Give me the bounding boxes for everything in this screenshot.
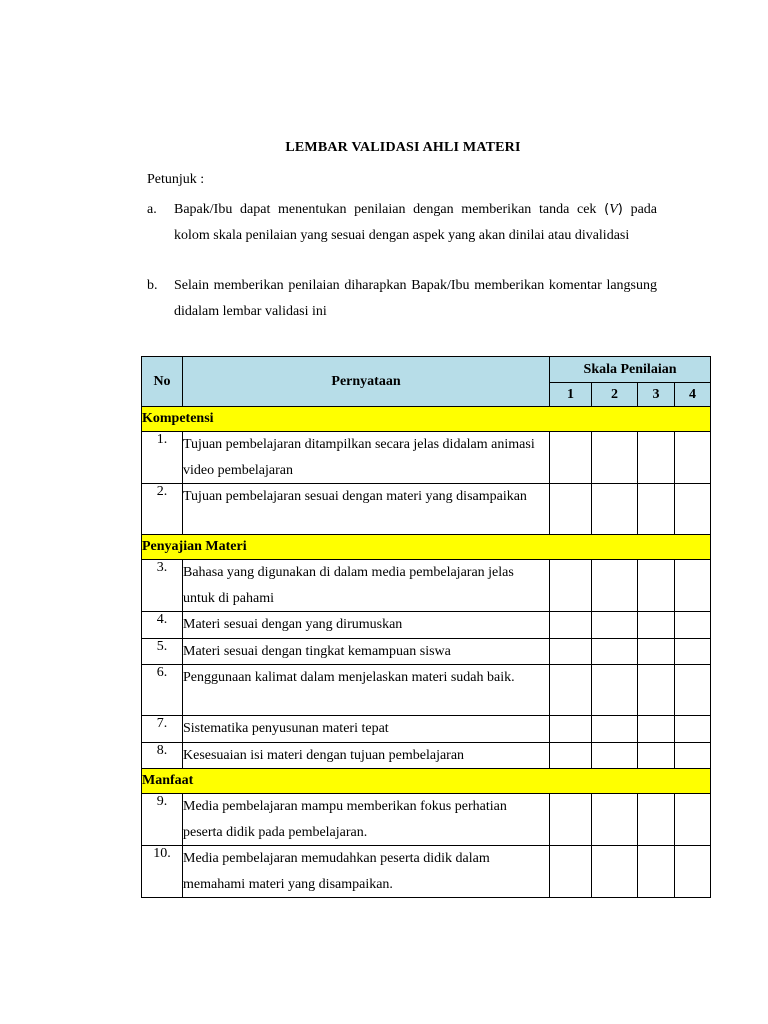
item-number: 9. (142, 794, 183, 846)
rating-cell-1[interactable] (550, 794, 592, 846)
header-scale: Skala Penilaian (550, 357, 711, 383)
item-number: 6. (142, 665, 183, 716)
rating-cell-3[interactable] (638, 742, 675, 769)
item-number: 10. (142, 846, 183, 898)
section-title: Kompetensi (142, 407, 711, 432)
instruction-marker: a. (147, 202, 157, 217)
rating-cell-4[interactable] (675, 560, 711, 612)
rating-cell-2[interactable] (592, 665, 638, 716)
rating-cell-3[interactable] (638, 846, 675, 898)
rating-cell-3[interactable] (638, 484, 675, 535)
header-scale-4: 4 (675, 383, 711, 407)
page-title: LEMBAR VALIDASI AHLI MATERI (285, 140, 521, 155)
table-row (142, 432, 711, 484)
table-row (142, 742, 711, 769)
rating-cell-2[interactable] (592, 794, 638, 846)
rating-cell-1[interactable] (550, 560, 592, 612)
rating-cell-1[interactable] (550, 665, 592, 716)
item-statement: Materi sesuai dengan tingkat kemampuan siswa (183, 638, 550, 665)
item-statement: Materi sesuai dengan yang dirumuskan (183, 612, 550, 639)
item-number: 3. (142, 560, 183, 612)
rating-cell-3[interactable] (638, 560, 675, 612)
table-row (142, 794, 711, 846)
rating-cell-1[interactable] (550, 846, 592, 898)
table-row (142, 665, 711, 716)
header-scale-2: 2 (592, 383, 638, 407)
rating-cell-2[interactable] (592, 432, 638, 484)
item-statement: Tujuan pembelajaran sesuai dengan materi yang disampaikan (183, 484, 550, 535)
table-row (142, 484, 711, 535)
table-row (142, 846, 711, 898)
rating-cell-3[interactable] (638, 612, 675, 639)
rating-cell-2[interactable] (592, 846, 638, 898)
rating-cell-2[interactable] (592, 484, 638, 535)
table-row (142, 560, 711, 612)
rating-cell-4[interactable] (675, 794, 711, 846)
rating-cell-1[interactable] (550, 638, 592, 665)
instructions-heading: Petunjuk : (147, 172, 205, 187)
header-no: No (142, 357, 183, 407)
table-row (142, 716, 711, 743)
rating-cell-2[interactable] (592, 638, 638, 665)
instruction-text: Selain memberikan penilaian diharapkan Bapak/Ibu memberikan komentar langsung didalam lembar validasi ini (174, 278, 657, 319)
rating-cell-3[interactable] (638, 638, 675, 665)
item-number: 7. (142, 716, 183, 743)
rating-cell-1[interactable] (550, 432, 592, 484)
header-scale-1: 1 (550, 383, 592, 407)
check-symbol: (V) (604, 202, 623, 217)
rating-cell-1[interactable] (550, 612, 592, 639)
header-scale-3: 3 (638, 383, 675, 407)
item-statement: Bahasa yang digunakan di dalam media pembelajaran jelas untuk di pahami (183, 560, 550, 612)
rating-cell-3[interactable] (638, 432, 675, 484)
instruction-text-continued: pada kolom skala penilaian yang sesuai dengan aspek yang akan dinilai atau divalidasi (174, 202, 657, 243)
rating-cell-3[interactable] (638, 665, 675, 716)
rating-cell-4[interactable] (675, 432, 711, 484)
table-row (142, 612, 711, 639)
item-statement: Sistematika penyusunan materi tepat (183, 716, 550, 743)
rating-cell-1[interactable] (550, 742, 592, 769)
instruction-marker: b. (147, 278, 158, 293)
rating-cell-4[interactable] (675, 846, 711, 898)
rating-cell-2[interactable] (592, 716, 638, 743)
rating-cell-4[interactable] (675, 665, 711, 716)
item-statement: Tujuan pembelajaran ditampilkan secara jelas didalam animasi video pembelajaran (183, 432, 550, 484)
rating-cell-4[interactable] (675, 638, 711, 665)
rating-cell-1[interactable] (550, 716, 592, 743)
rating-cell-4[interactable] (675, 742, 711, 769)
item-number: 5. (142, 638, 183, 665)
rating-cell-4[interactable] (675, 612, 711, 639)
table-row (142, 638, 711, 665)
item-number: 8. (142, 742, 183, 769)
rating-cell-4[interactable] (675, 484, 711, 535)
item-statement: Media pembelajaran mampu memberikan fokus perhatian peserta didik pada pembelajaran. (183, 794, 550, 846)
instruction-a (147, 197, 657, 248)
item-number: 1. (142, 432, 183, 484)
validation-table (141, 356, 711, 898)
instruction-b (147, 273, 657, 324)
rating-cell-3[interactable] (638, 716, 675, 743)
section-title: Penyajian Materi (142, 535, 711, 560)
rating-cell-2[interactable] (592, 742, 638, 769)
rating-cell-4[interactable] (675, 716, 711, 743)
item-statement: Kesesuaian isi materi dengan tujuan pembelajaran (183, 742, 550, 769)
item-statement: Media pembelajaran memudahkan peserta didik dalam memahami materi yang disampaikan. (183, 846, 550, 898)
rating-cell-2[interactable] (592, 560, 638, 612)
item-number: 2. (142, 484, 183, 535)
rating-cell-3[interactable] (638, 794, 675, 846)
item-statement: Penggunaan kalimat dalam menjelaskan materi sudah baik. (183, 665, 550, 716)
header-statement: Pernyataan (183, 357, 550, 407)
instruction-text: Bapak/Ibu dapat menentukan penilaian dengan memberikan tanda cek (174, 202, 605, 217)
item-number: 4. (142, 612, 183, 639)
section-title: Manfaat (142, 769, 711, 794)
rating-cell-2[interactable] (592, 612, 638, 639)
rating-cell-1[interactable] (550, 484, 592, 535)
